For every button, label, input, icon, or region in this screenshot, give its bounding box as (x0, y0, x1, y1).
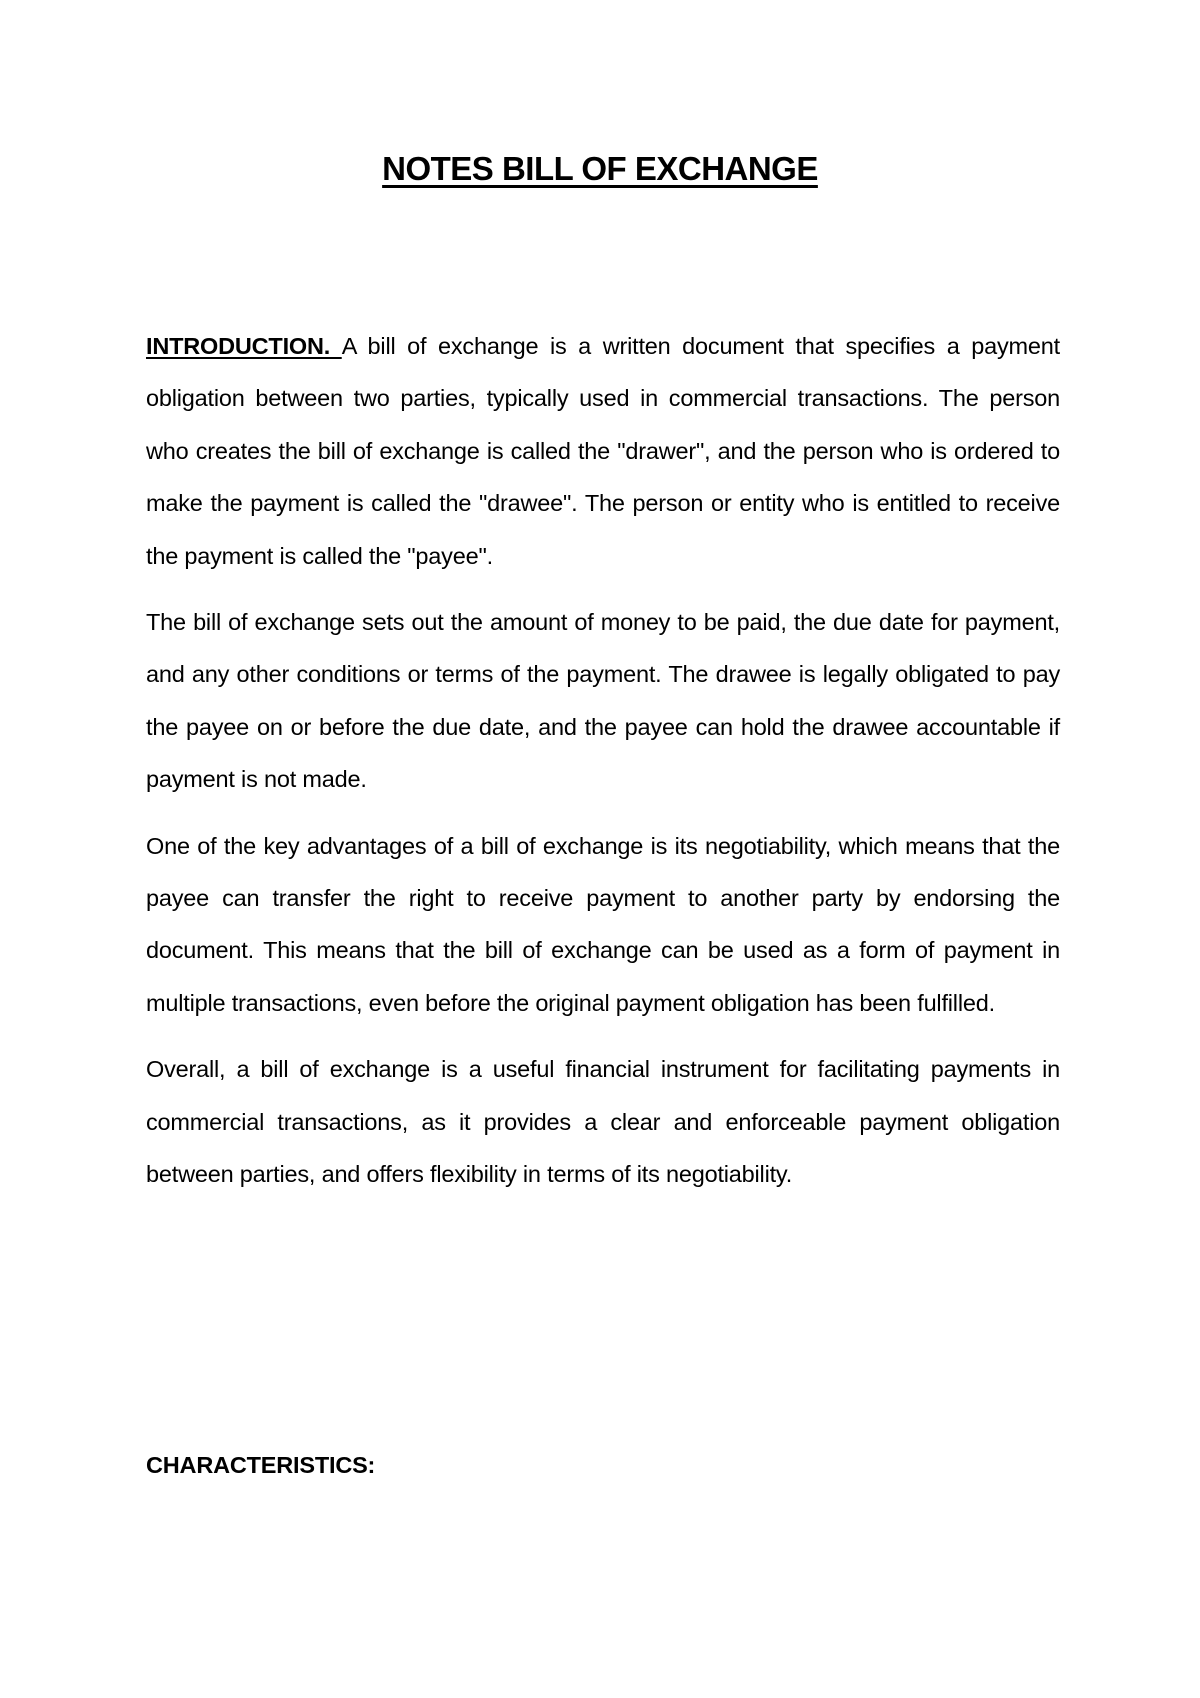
document-title: NOTES BILL OF EXCHANGE (382, 150, 818, 187)
document-body (146, 320, 1060, 1215)
overall-paragraph: Overall, a bill of exchange is a useful financial instrument for facilitating payments in commercial transactions, as it provides a clear and enforceable payment obligation between parties, and offers flexibility in terms of its negotiability. (146, 1056, 1060, 1188)
introduction-paragraph (146, 320, 1060, 582)
introduction-text: A bill of exchange is a written document that specifies a payment obligation between two parties, typically used in commercial transactions. The person who creates the bill of exchange is called the "drawer", and the person who is ordered to make the payment is called the "drawee". The person or entity who is entitled to receive the payment is called the "payee". (146, 333, 1060, 569)
amount-due-paragraph: The bill of exchange sets out the amount of money to be paid, the due date for payment, and any other conditions or terms of the payment. The drawee is legally obligated to pay the payee on or before the due date, and the payee can hold the drawee accountable if payment is not made. (146, 609, 1060, 793)
introduction-label: INTRODUCTION. (146, 333, 342, 359)
negotiability-paragraph: One of the key advantages of a bill of exchange is its negotiability, which means that the payee can transfer the right to receive payment to another party by endorsing the document. This means that the bill of exchange can be used as a form of payment in multiple transactions, even before the original payment obligation has been fulfilled. (146, 832, 1060, 1016)
characteristics-heading: CHARACTERISTICS: (146, 1452, 376, 1478)
